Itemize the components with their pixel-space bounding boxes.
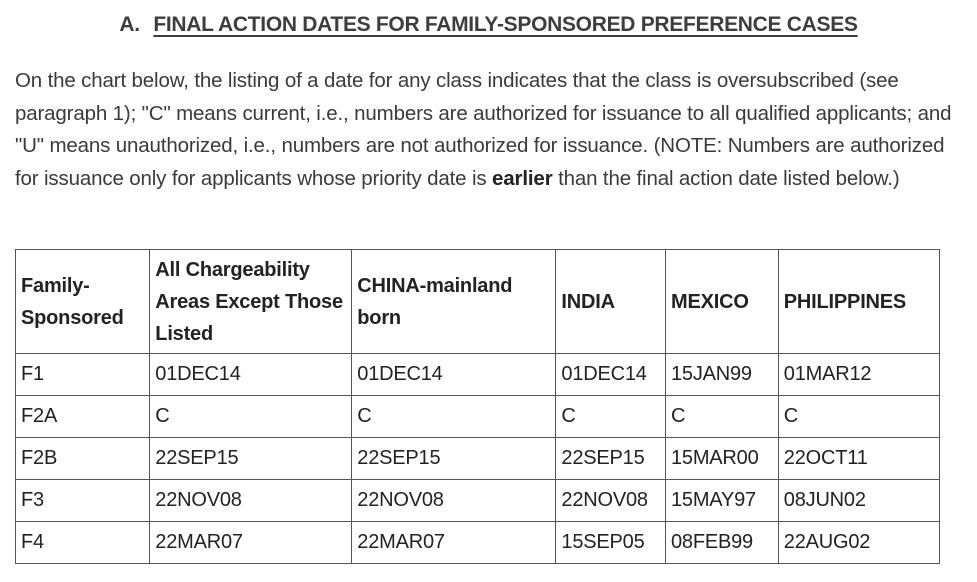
section-heading <box>0 10 977 40</box>
table-cell: 22SEP15 <box>556 438 666 480</box>
table-header-row <box>16 250 940 354</box>
header-china: CHINA-mainland born <box>352 250 556 354</box>
table-cell: 01MAR12 <box>778 354 939 396</box>
table-cell: 22NOV08 <box>556 480 666 522</box>
table-cell: F1 <box>16 354 150 396</box>
table-cell: 15MAR00 <box>665 438 778 480</box>
table-cell: 22OCT11 <box>778 438 939 480</box>
header-family-sponsored: Family-Sponsored <box>16 250 150 354</box>
table-cell: C <box>352 396 556 438</box>
intro-paragraph <box>15 65 965 195</box>
table-row <box>16 522 940 564</box>
table-cell: C <box>150 396 352 438</box>
table-cell: 08FEB99 <box>665 522 778 564</box>
table-cell: 22MAR07 <box>352 522 556 564</box>
section-letter: A. <box>119 13 140 36</box>
table-row <box>16 396 940 438</box>
table-cell: 22MAR07 <box>150 522 352 564</box>
final-action-dates-table <box>15 249 940 564</box>
section-title: FINAL ACTION DATES FOR FAMILY-SPONSORED PREFERENCE CASES <box>153 13 858 36</box>
table-cell: 08JUN02 <box>778 480 939 522</box>
table-cell: F4 <box>16 522 150 564</box>
table-cell: 15SEP05 <box>556 522 666 564</box>
table-row <box>16 354 940 396</box>
intro-text-end: than the final action date listed below.) <box>552 166 900 190</box>
table-cell: 01DEC14 <box>556 354 666 396</box>
table-cell: 15MAY97 <box>665 480 778 522</box>
table-row <box>16 480 940 522</box>
table-cell: 22NOV08 <box>352 480 556 522</box>
header-mexico: MEXICO <box>665 250 778 354</box>
header-philippines: PHILIPPINES <box>778 250 939 354</box>
table-cell: 01DEC14 <box>352 354 556 396</box>
header-india: INDIA <box>556 250 666 354</box>
table-cell: 22AUG02 <box>778 522 939 564</box>
table-cell: C <box>665 396 778 438</box>
table-cell: 22NOV08 <box>150 480 352 522</box>
intro-emphasis: earlier <box>492 166 553 190</box>
table-cell: F2A <box>16 396 150 438</box>
table-cell: 15JAN99 <box>665 354 778 396</box>
table-cell: C <box>778 396 939 438</box>
table-cell: 22SEP15 <box>150 438 352 480</box>
table-cell: F2B <box>16 438 150 480</box>
table-cell: 01DEC14 <box>150 354 352 396</box>
table-row <box>16 438 940 480</box>
table-cell: C <box>556 396 666 438</box>
header-all-chargeability: All Chargeability Areas Except Those Listed <box>150 250 352 354</box>
intro-text-start: On the chart below, the listing of a date for any class indicates that the class is oversubscribed (see paragraph 1); "C" means current, i.e., numbers are authorized for issuance to all qualified applicants; and "U" means unauthorized, i.e., numbers are not authorized for issuance. (NOTE: Numbers are authorized for issuance only for applicants whose priority date is <box>15 69 952 190</box>
table-cell: 22SEP15 <box>352 438 556 480</box>
table-cell: F3 <box>16 480 150 522</box>
